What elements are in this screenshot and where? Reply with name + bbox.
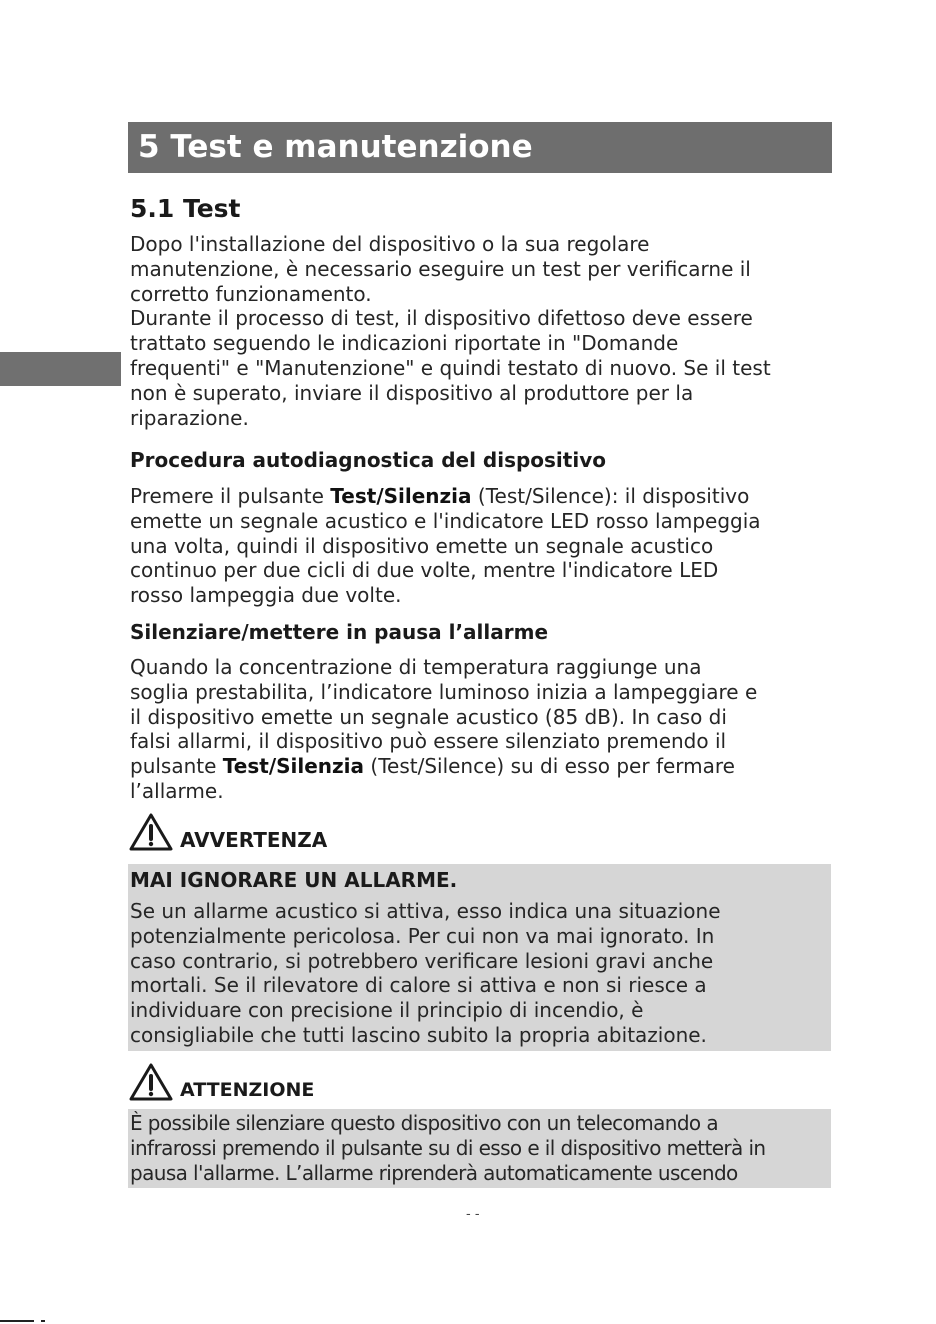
text-line: Dopo l'installazione del dispositivo o la sua regolare: [130, 232, 650, 256]
text-line: trattato seguendo le indicazioni riportate in "Domande: [130, 331, 679, 356]
silence-paragraph: [130, 655, 830, 804]
text-run: pulsante: [130, 754, 223, 779]
warning-heading: [128, 812, 327, 852]
text-line: Se un allarme acustico si attiva, esso indica una situazione: [130, 899, 721, 923]
silence-title: Silenziare/mettere in pausa l’allarme: [130, 620, 549, 644]
warning-label: AVVERTENZA: [180, 828, 328, 852]
text-line: l’allarme.: [130, 778, 224, 803]
self-test-title: Procedura autodiagnostica del dispositivo: [130, 448, 606, 472]
warning-box-title: MAI IGNORARE UN ALLARME.: [130, 868, 458, 892]
crop-mark: [41, 1320, 45, 1322]
text-line: riparazione.: [130, 405, 249, 430]
self-test-paragraph: [130, 484, 830, 608]
text-line: soglia prestabilita, l’indicatore luminoso inizia a lampeggiare e: [130, 679, 758, 704]
text-line: manutenzione, è necessario eseguire un test per verificarne il: [130, 256, 751, 281]
chapter-title: 5 Test e manutenzione: [128, 122, 832, 173]
crop-mark: [0, 1320, 34, 1322]
text-line: caso contrario, si potrebbero verificare lesioni gravi anche: [130, 948, 714, 973]
text-run: Premere il pulsante: [130, 484, 331, 508]
warning-paragraph: [130, 899, 830, 1048]
text-line: consigliabile che tutti lascino subito la propria abitazione.: [130, 1022, 707, 1047]
text-run: (Test/Silence) su di esso per fermare: [364, 754, 735, 779]
text-line: una volta, quindi il dispositivo emette un segnale acustico: [130, 533, 714, 558]
warning-triangle-icon: [128, 1062, 174, 1102]
text-line: falsi allarmi, il dispositivo può essere silenziato premendo il: [130, 729, 727, 754]
text-line: continuo per due cicli di due volte, mentre l'indicatore LED: [130, 558, 719, 583]
warning-triangle-icon: [128, 812, 174, 852]
caution-paragraph: [130, 1111, 830, 1185]
text-line: corretto funzionamento.: [130, 281, 372, 306]
section-paragraph: [130, 232, 830, 430]
text-line: [130, 754, 830, 779]
caution-label: ATTENZIONE: [180, 1079, 315, 1101]
text-line: emette un segnale acustico e l'indicatore LED rosso lampeggia: [130, 508, 761, 533]
chapter-side-tab: [0, 352, 121, 386]
caution-heading: [128, 1062, 314, 1102]
button-name-bold: Test/Silenzia: [330, 484, 472, 508]
text-line: il dispositivo emette un segnale acustico (85 dB). In caso di: [130, 704, 727, 729]
text-line: [130, 484, 830, 509]
text-line: potenzialmente pericolosa. Per cui non va mai ignorato. In: [130, 923, 715, 948]
text-line: È possibile silenziare questo dispositivo con un telecomando a: [130, 1111, 718, 1135]
text-line: Durante il processo di test, il dispositivo difettoso deve essere: [130, 306, 753, 331]
text-line: Quando la concentrazione di temperatura raggiunge una: [130, 655, 702, 679]
section-title: 5.1 Test: [130, 194, 241, 223]
text-line: infrarossi premendo il pulsante su di esso e il dispositivo metterà in: [130, 1135, 766, 1160]
button-name-bold: Test/Silenzia: [222, 754, 365, 779]
text-line: mortali. Se il rilevatore di calore si attiva e non si riesce a: [130, 973, 707, 998]
text-line: pausa l'allarme. L’allarme riprenderà automaticamente uscendo: [130, 1160, 738, 1185]
page-number: - -: [466, 1207, 480, 1222]
text-line: rosso lampeggia due volte.: [130, 583, 402, 608]
text-line: individuare con precisione il principio di incendio, è: [130, 998, 644, 1023]
text-line: frequenti" e "Manutenzione" e quindi testato di nuovo. Se il test: [130, 355, 771, 380]
text-run: (Test/Silence): il dispositivo: [471, 484, 750, 508]
text-line: non è superato, inviare il dispositivo al produttore per la: [130, 380, 694, 405]
